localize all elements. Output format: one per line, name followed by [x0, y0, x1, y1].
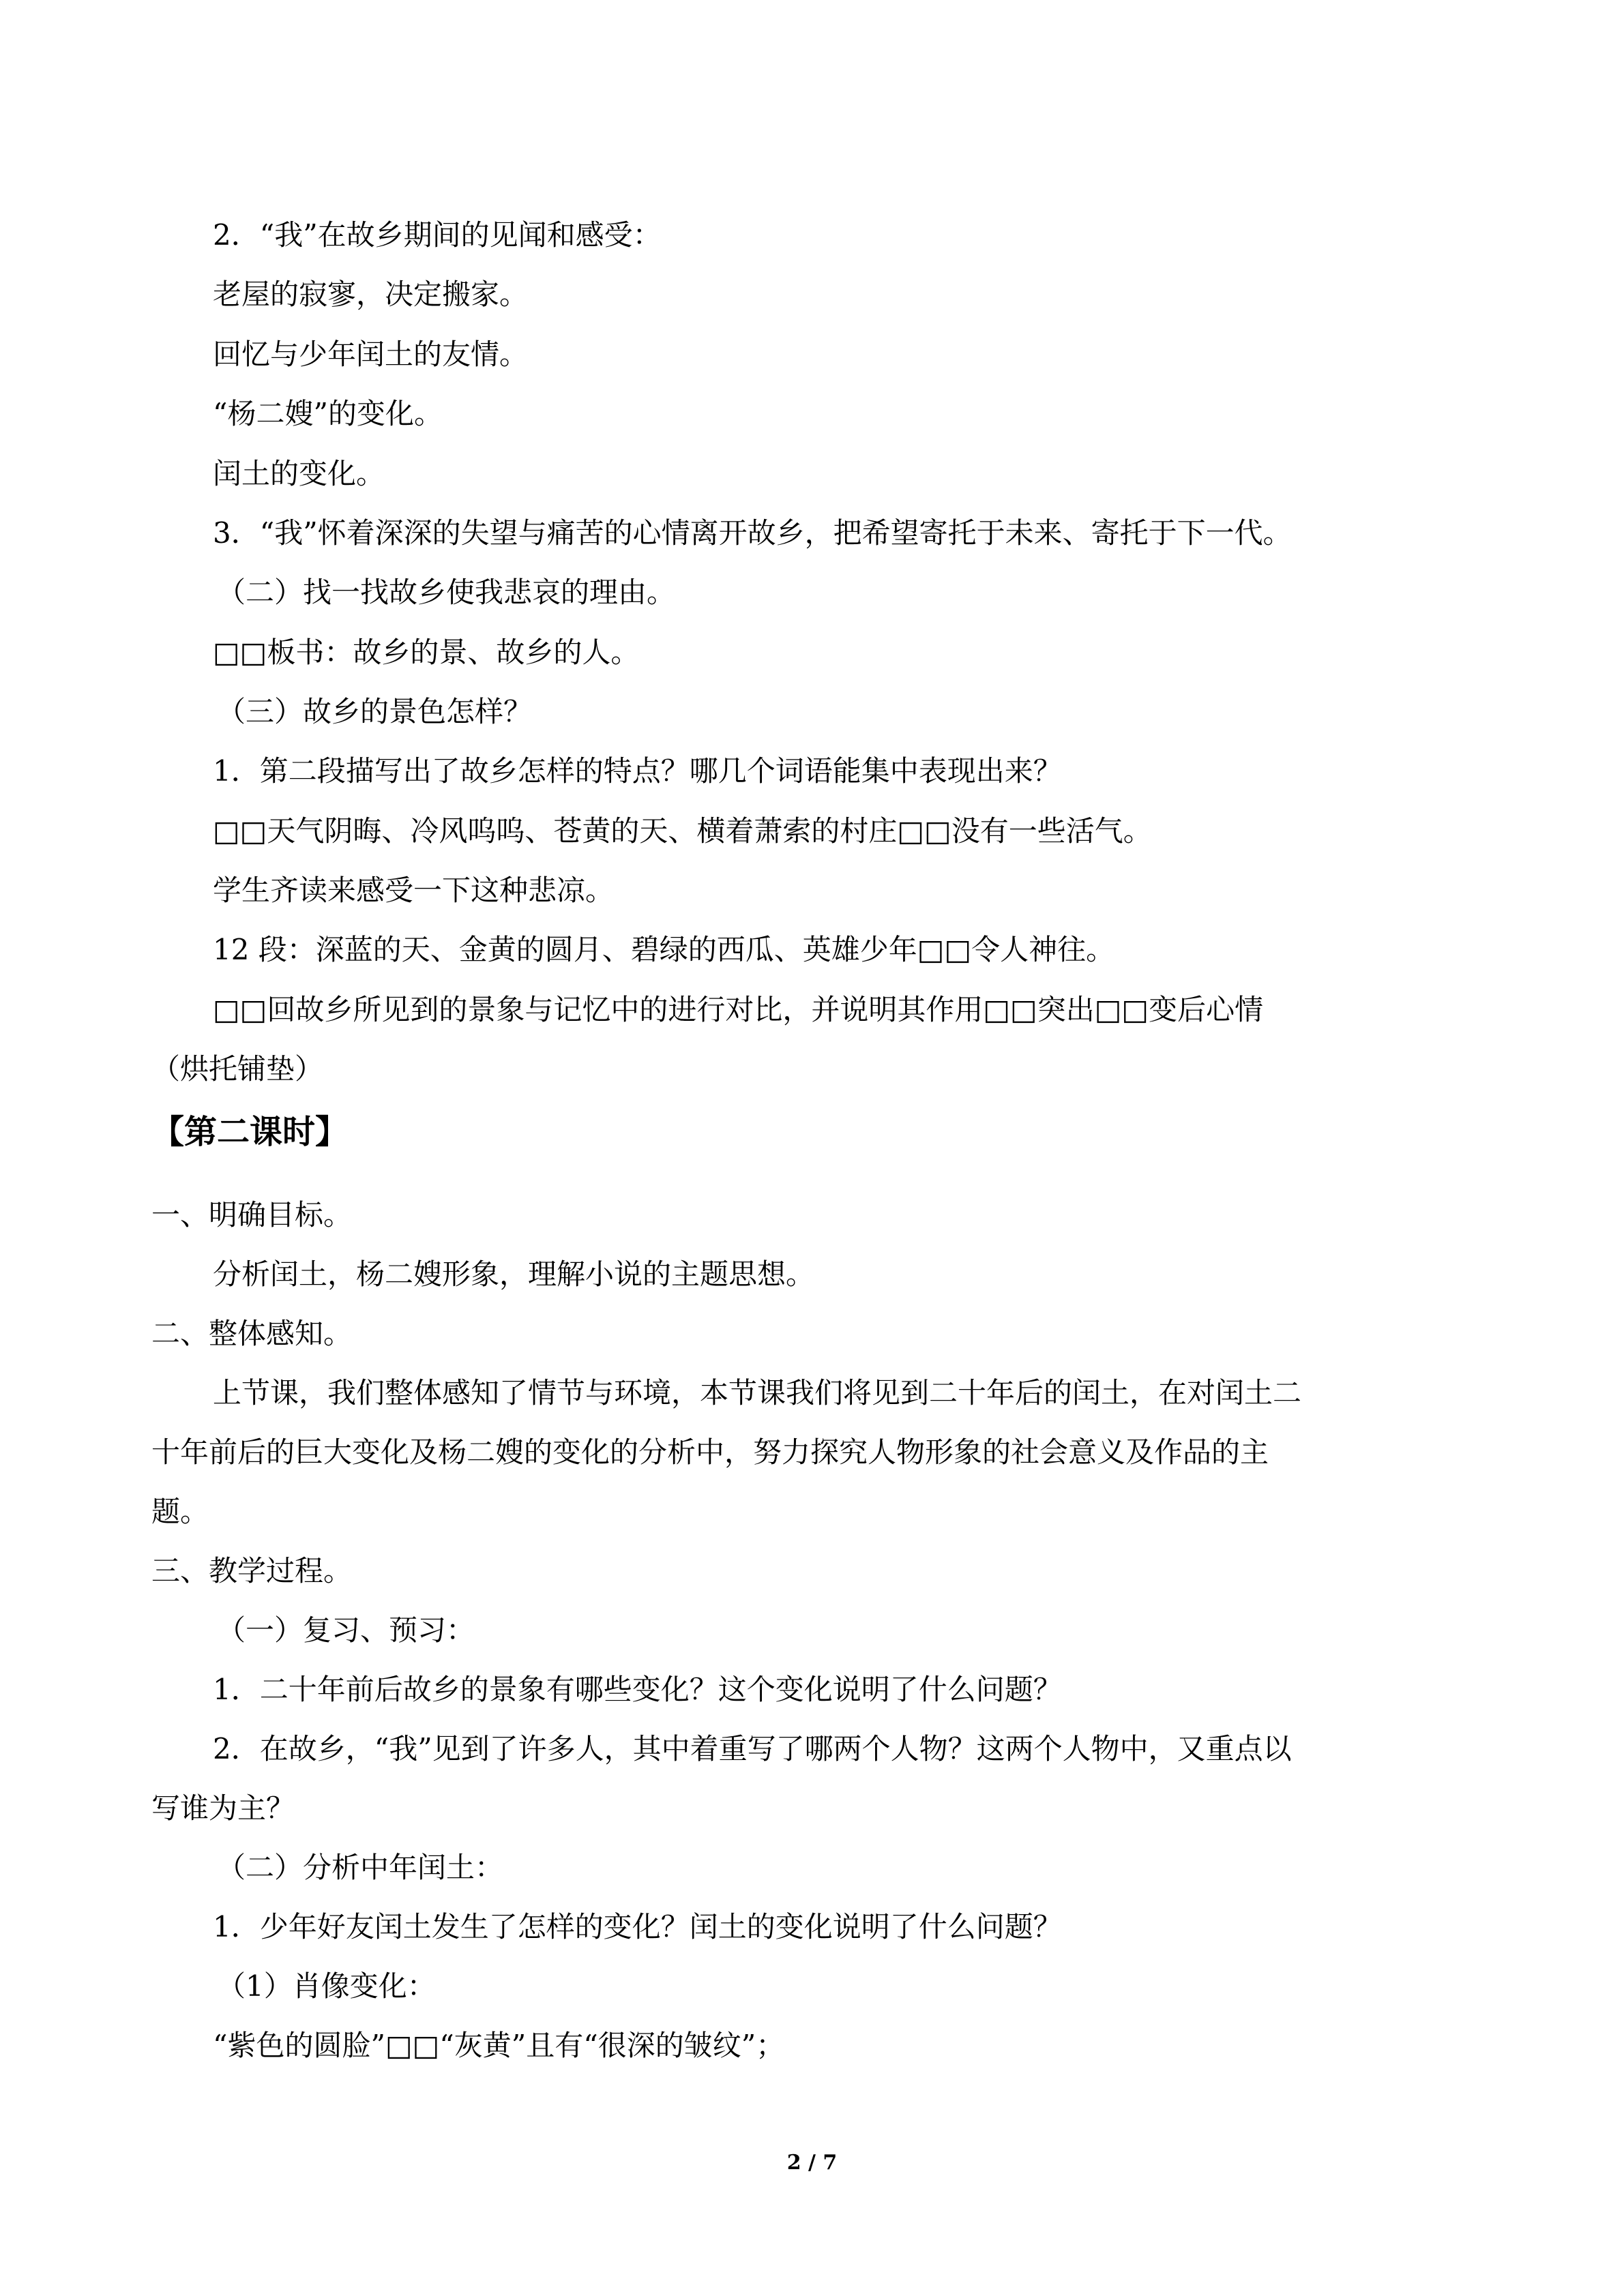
paragraph-line: 2．“我”在故乡期间的见闻和感受： [213, 218, 662, 252]
paragraph-line: 回忆与少年闰土的友情。 [213, 338, 529, 371]
paragraph-line: 写谁为主？ [151, 1791, 295, 1825]
paragraph-line: 3．“我”怀着深深的失望与痛苦的心情离开故乡，把希望寄托于未来、寄托于下一代。 [213, 516, 1292, 550]
paragraph-line: 老屋的寂寥，决定搬家。 [213, 278, 529, 311]
paragraph-line: 二、整体感知。 [151, 1317, 353, 1350]
paragraph-line: □□天气阴晦、冷风呜呜、苍黄的天、横着萧索的村庄□□没有一些活气。 [213, 814, 1152, 848]
section-heading: 【第二课时】 [151, 1113, 349, 1151]
paragraph-line: 一、明确目标。 [151, 1198, 353, 1232]
paragraph-line: 1．少年好友闰土发生了怎样的变化？闰土的变化说明了什么问题？ [213, 1910, 1062, 1943]
paragraph-line: “杨二嫂”的变化。 [213, 397, 443, 430]
paragraph-line: 2．在故乡，“我”见到了许多人，其中着重写了哪两个人物？这两个人物中，又重点以 [213, 1732, 1292, 1765]
paragraph-line: 题。 [151, 1495, 209, 1528]
paragraph-line: 上节课，我们整体感知了情节与环境，本节课我们将见到二十年后的闰土，在对闰土二 [213, 1376, 1302, 1410]
paragraph-line: 闰土的变化。 [213, 457, 385, 490]
paragraph-line: 分析闰土，杨二嫂形象，理解小说的主题思想。 [213, 1257, 815, 1291]
paragraph-line: 1．第二段描写出了故乡怎样的特点？哪几个词语能集中表现出来？ [213, 754, 1062, 788]
paragraph-line: 12 段：深蓝的天、金黄的圆月、碧绿的西瓜、英雄少年□□令人神往。 [213, 933, 1115, 966]
paragraph-line: “紫色的圆脸”□□“灰黄”且有“很深的皱纹”； [213, 2029, 785, 2062]
page-number: 2 / 7 [786, 2151, 838, 2175]
paragraph-line: 三、教学过程。 [151, 1554, 353, 1587]
paragraph-line: 十年前后的巨大变化及杨二嫂的变化的分析中，努力探究人物形象的社会意义及作品的主 [151, 1435, 1269, 1469]
paragraph-line: （三）故乡的景色怎样？ [217, 695, 533, 728]
paragraph-line: （烘托铺垫） [151, 1052, 324, 1086]
paragraph-line: （一）复习、预习： [217, 1613, 475, 1647]
paragraph-line: 学生齐读来感受一下这种悲凉。 [213, 874, 615, 907]
paragraph-line: （二）找一找故乡使我悲哀的理由。 [217, 576, 676, 609]
paragraph-line: （二）分析中年闰土： [217, 1851, 504, 1884]
paragraph-line: □□板书：故乡的景、故乡的人。 [213, 636, 640, 669]
paragraph-line: □□回故乡所见到的景象与记忆中的进行对比，并说明其作用□□突出□□变后心情 [213, 993, 1264, 1026]
paragraph-line: （1）肖像变化： [217, 1969, 436, 2003]
paragraph-line: 1．二十年前后故乡的景象有哪些变化？这个变化说明了什么问题？ [213, 1673, 1062, 1706]
